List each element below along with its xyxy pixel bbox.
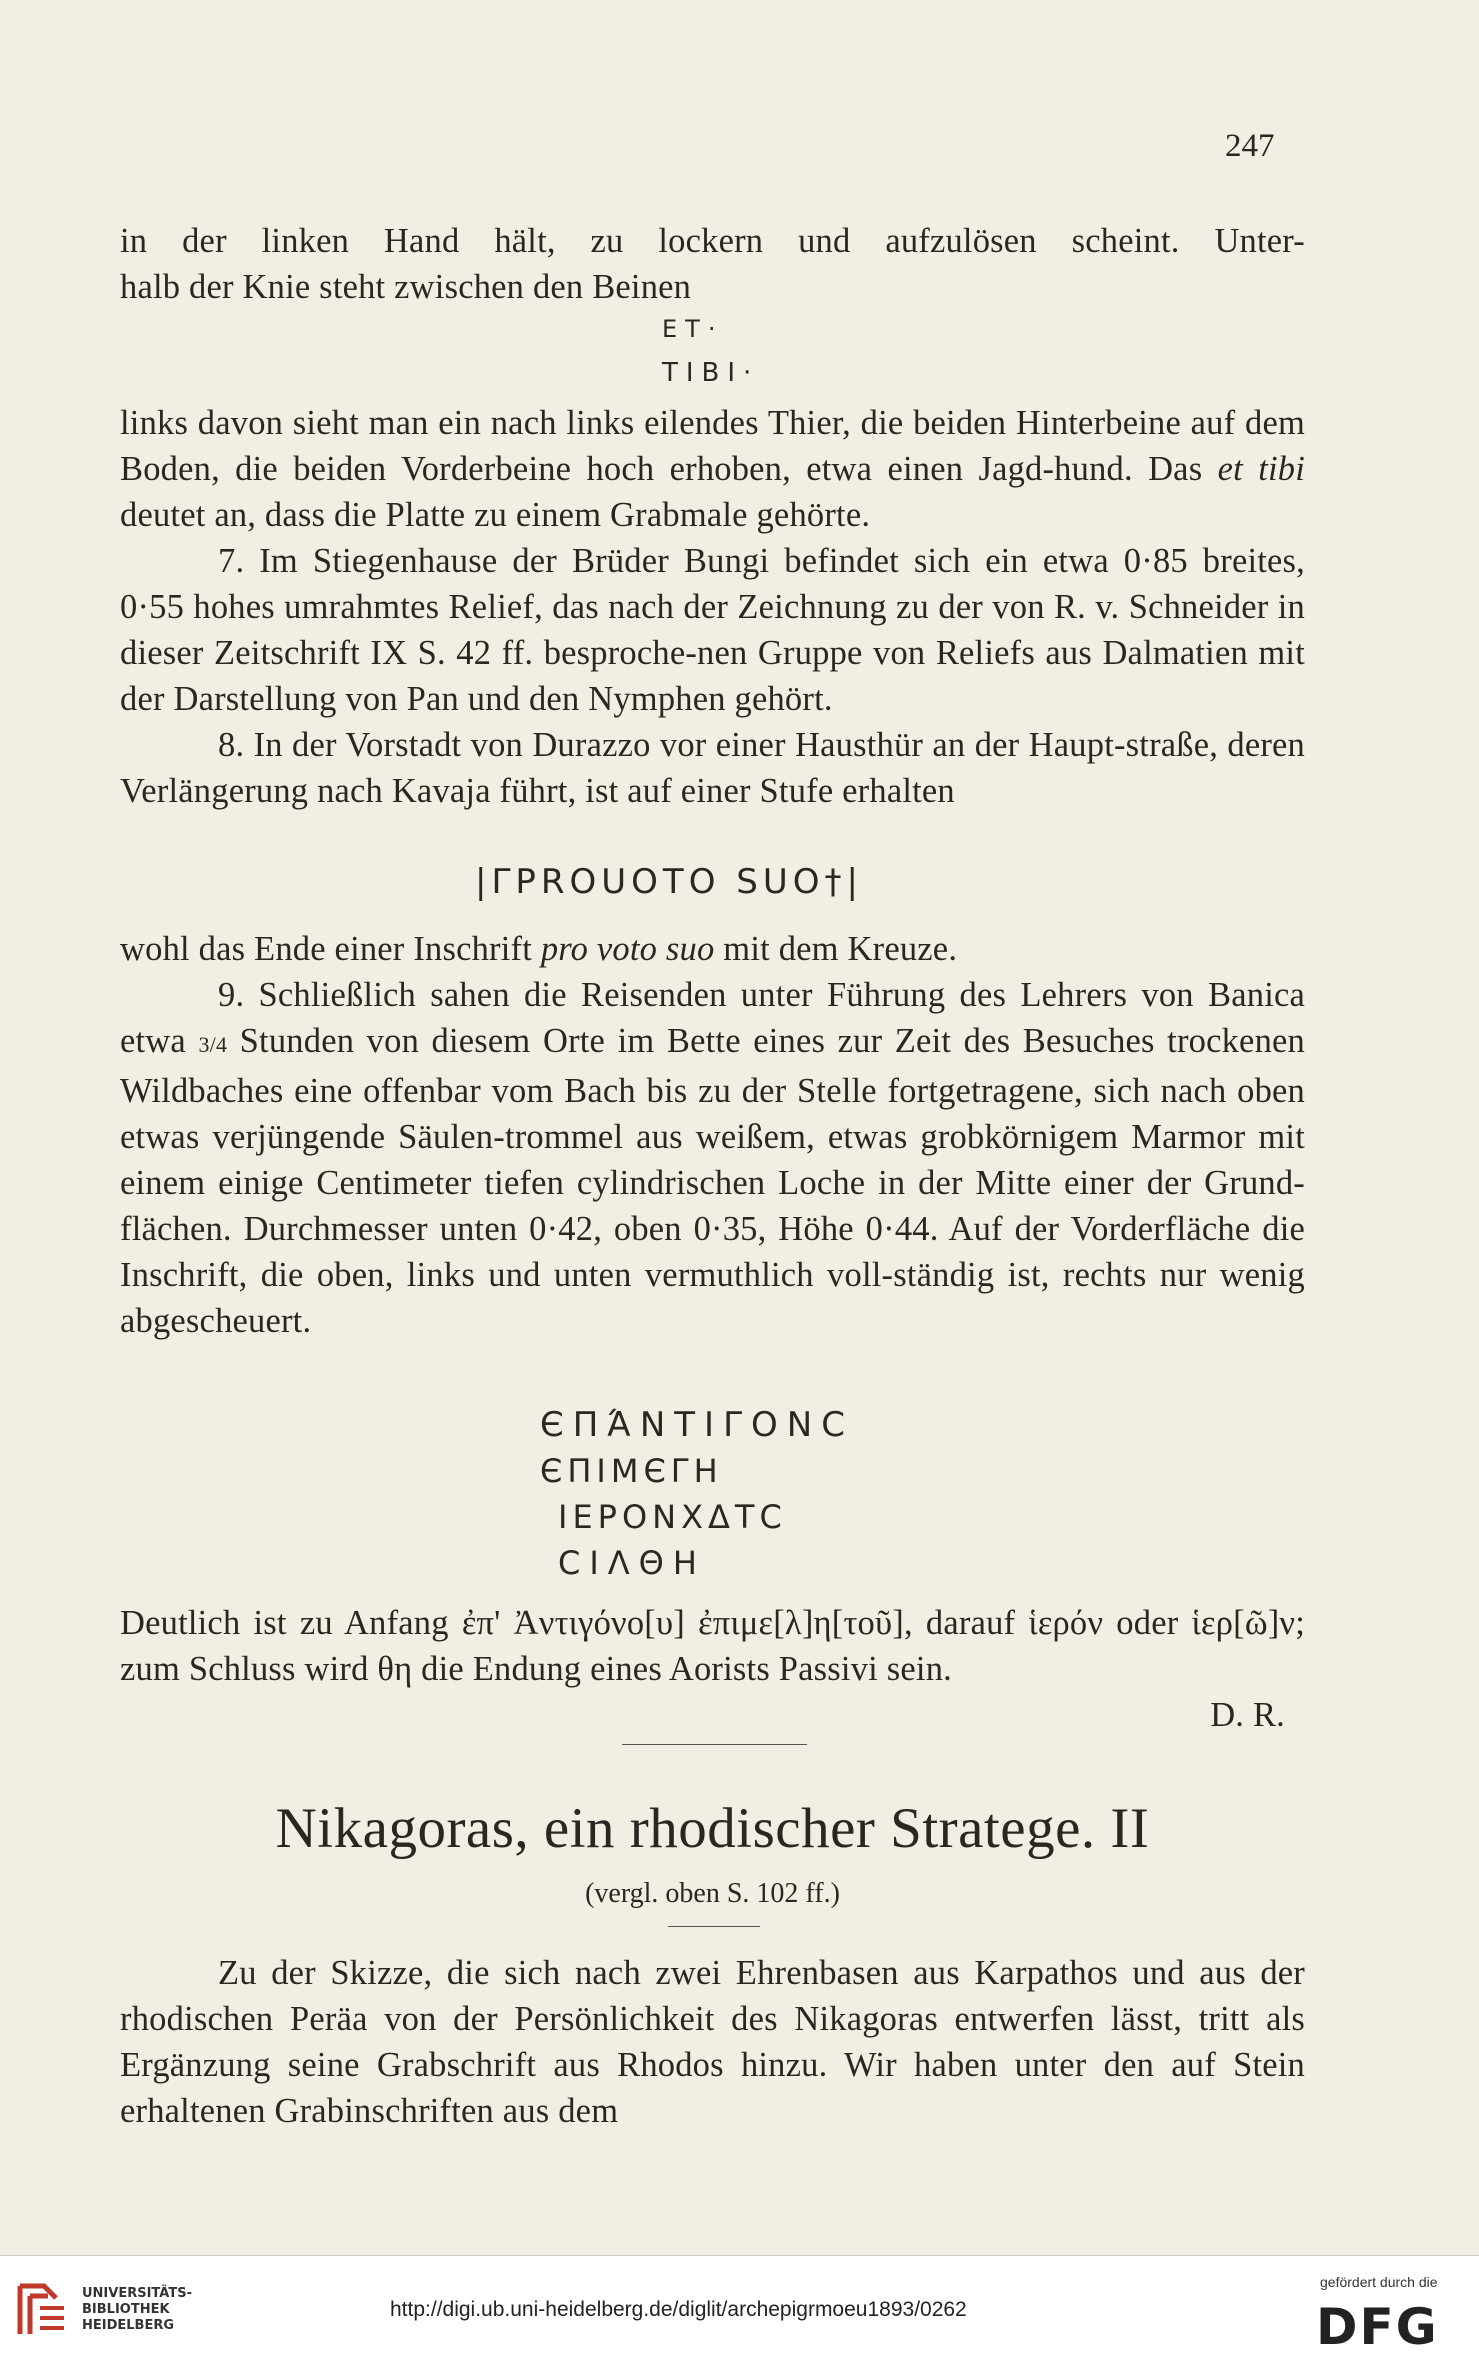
footer-bar: [0, 2255, 1479, 2370]
paragraph-intro: [120, 218, 1305, 310]
greek-inscription-line: ΙΕΡΟΝΧΔΤC: [558, 1498, 787, 1536]
paragraph-9-block: [120, 926, 1305, 1344]
title-divider: [668, 1926, 760, 1927]
paragraph-commentary: [120, 1600, 1305, 1738]
paragraph-8: 8. In der Vorstadt von Durazzo vor einer Hausthür an der Haupt-straße, deren Verlängerung nach Kavaja führt, ist auf einer Stufe erhalten: [120, 726, 1305, 810]
inscription-pro-voto: |ΓPROUOTO SUO†|: [475, 862, 863, 902]
article-subtitle: (vergl. oben S. 102 ff.): [585, 1878, 840, 1909]
text-line: halb der Knie steht zwischen den Beinen: [120, 268, 692, 306]
library-logo-icon: [14, 2278, 72, 2340]
section-divider: [622, 1744, 807, 1745]
inscription-et: ET·: [662, 315, 724, 343]
paragraph-animal: [120, 400, 1305, 814]
paragraph-text: links davon sieht man ein nach links eilendes Thier, die beiden Hinterbeine auf dem Boden, die beiden Vorderbeine hoch erhoben, etwa einen Jagd-hund. Das et tibi deutet an, dass die Platte zu einem Grabmale gehörte.: [120, 404, 1305, 534]
funded-by-label: gefördert durch die: [1320, 2274, 1438, 2290]
paragraph-9: 9. Schließlich sahen die Reisenden unter Führung des Lehrers von Banica etwa 3/4 Stunden von diesem Orte im Bette eines zur Zeit des Besuches trockenen Wildbaches eine offenbar vom Bach bis zu der Stelle fortgetragene, sich nach oben etwas verjüngende Säulen-trommel aus weißem, etwas grobkörnigem Marmor mit einem einige Centimeter tiefen cylindrischen Loche in der Mitte einer der Grund-flächen. Durchmesser unten 0·42, oben 0·35, Höhe 0·44. Auf der Vorderfläche die Inschrift, die oben, links und unten vermuthlich voll-ständig ist, rechts nur wenig abgescheuert.: [120, 976, 1305, 1340]
paragraph-nikagoras: [120, 1950, 1305, 2134]
italic-phrase: et tibi: [1217, 450, 1305, 488]
greek-inscription-line: ЄΠΆΝΤΙΓΟΝC: [540, 1405, 854, 1445]
greek-inscription-line: ЄΠΙΜЄΓΗ: [540, 1452, 723, 1490]
page-number: 247: [1225, 128, 1275, 164]
paragraph-text: Deutlich ist zu Anfang ἐπ' Ἀντιγόνο[υ] ἐπιμε[λ]η[τοῦ], darauf ἱερόν oder ἱερ[ῶ]ν; zum Schluss wird θη die Endung eines Aorists Passivi sein.: [120, 1604, 1305, 1688]
article-title: Nikagoras, ein rhodischer Stratege. II: [275, 1797, 1150, 1860]
dfg-logo: DFG: [1316, 2298, 1439, 2356]
italic-phrase: pro voto suo: [540, 930, 715, 968]
greek-inscription-line: CΙΛΘΗ: [558, 1544, 706, 1582]
text-line: in der linken Hand hält, zu lockern und aufzulösen scheint. Unter-: [120, 222, 1305, 260]
fraction: 3/4: [198, 1032, 228, 1057]
library-name: UNIVERSITÄTS- BIBLIOTHEK HEIDELBERG: [82, 2286, 192, 2333]
paragraph-7: 7. Im Stiegenhause der Brüder Bungi befindet sich ein etwa 0·85 breites, 0·55 hohes umrahmtes Relief, das nach der Zeichnung zu der von R. v. Schneider in dieser Zeitschrift IX S. 42 ff. besproche-nen Gruppe von Reliefs aus Dalmatien mit der Darstellung von Pan und den Nymphen gehört.: [120, 542, 1305, 718]
signature: D. R.: [1210, 1696, 1285, 1734]
inscription-tibi: TIBI·: [662, 358, 760, 388]
paragraph-text: wohl das Ende einer Inschrift pro voto suo mit dem Kreuze.: [120, 930, 958, 968]
permalink-url[interactable]: http://digi.ub.uni-heidelberg.de/diglit/archepigrmoeu1893/0262: [390, 2298, 967, 2321]
paragraph-text: Zu der Skizze, die sich nach zwei Ehrenbasen aus Karpathos und aus der rhodischen Peräa von der Persönlichkeit des Nikagoras entwerfen lässt, tritt als Ergänzung seine Grabschrift aus Rhodos hinzu. Wir haben unter den auf Stein erhaltenen Grabinschriften aus dem: [120, 1954, 1305, 2130]
